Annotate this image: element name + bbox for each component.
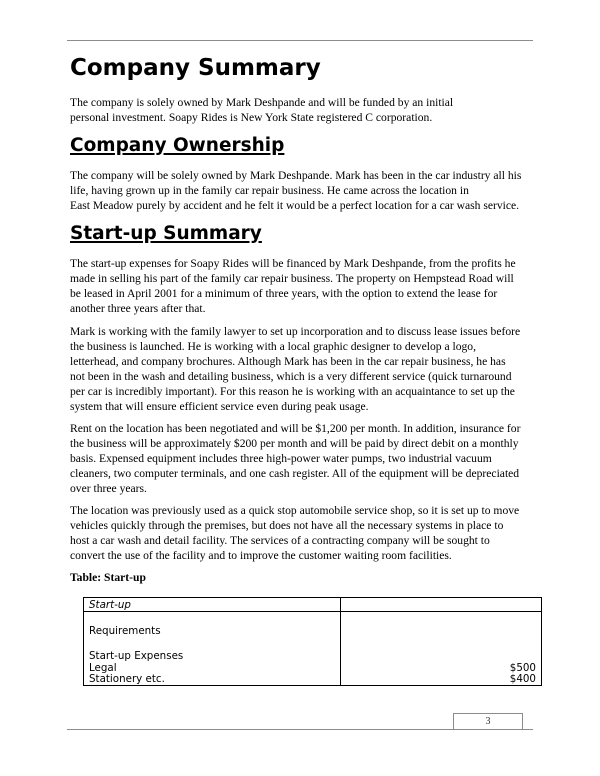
table-label-requirements: Requirements [89, 625, 161, 637]
text-line: The start-up expenses for Soapy Rides will be financed by Mark Deshpande, from the profits he [70, 257, 516, 270]
heading-startup-summary: Start-up Summary [70, 223, 262, 244]
text-line: The location was previously used as a quick stop automobile service shop, so it is set up to move [70, 504, 520, 517]
text-line: letterhead, and company brochures. Although Mark has been in the car repair business, he has [70, 355, 506, 368]
text-line: host a car wash and detail facility. The services of a contracting company will be sought to [70, 534, 490, 547]
text-line: basis. Expensed equipment includes three high-power water pumps, two industrial vacuum [70, 452, 492, 465]
table-header-startup: Start-up [89, 599, 131, 611]
text-line: The company is solely owned by Mark Deshpande and will be funded by an initial [70, 96, 454, 109]
text-line: convert the use of the facility and to improve the customer waiting room facilities. [70, 549, 452, 562]
page-number: 3 [453, 713, 523, 729]
heading-company-ownership: Company Ownership [70, 135, 285, 156]
text-line: The company will be solely owned by Mark Deshpande. Mark has been in the car industry all his [70, 169, 522, 182]
text-line: system that will ensure efficient service even during peak usage. [70, 400, 369, 413]
text-line: not been in the wash and detailing business, which is a very different service (quick turnaround [70, 370, 512, 383]
text-line: be leased in April 2001 for a minimum of three years, with the option to extend the lease for [70, 287, 498, 300]
table-title: Table: Start-up [70, 571, 146, 584]
text-line: East Meadow purely by accident and he felt it would be a perfect location for a car wash service. [70, 199, 520, 212]
text-line: over three years. [70, 482, 147, 495]
text-line: another three years after that. [70, 302, 206, 315]
paragraph-startup-costs [70, 421, 540, 496]
table-row-amount: $400 [509, 673, 536, 685]
table-row-amount: $500 [509, 662, 536, 674]
header-rule [67, 40, 533, 41]
paragraph-startup-location [70, 503, 540, 563]
paragraph-company-summary [70, 95, 540, 125]
paragraph-startup-financing [70, 256, 540, 316]
text-line: cleaners, two computer terminals, and one cash register. All of the equipment will be depreciated [70, 467, 520, 480]
footer-rule [67, 729, 533, 730]
text-line: life, having grown up in the family car repair business. He came across the location in [70, 184, 469, 197]
table-label-startup-expenses: Start-up Expenses [89, 650, 184, 662]
startup-table [83, 597, 542, 686]
text-line: per car is incredibly important). For this reason he is working with an acquaintance to set up the [70, 385, 515, 398]
text-line: vehicles quickly through the premises, but does not have all the necessary systems in place to [70, 519, 504, 532]
heading-company-summary: Company Summary [70, 55, 321, 81]
paragraph-startup-setup [70, 324, 540, 414]
text-line: the business will be approximately $200 per month and will be paid by direct debit on a monthly [70, 437, 519, 450]
text-line: the business is launched. He is working with a local graphic designer to develop a logo, [70, 340, 477, 353]
text-line: made in selling his part of the family car repair business. The property on Hempstead Road will [70, 272, 514, 285]
text-line: Rent on the location has been negotiated and will be $1,200 per month. In addition, insurance for [70, 422, 521, 435]
text-line: personal investment. Soapy Rides is New York State registered C corporation. [70, 111, 433, 124]
paragraph-company-ownership [70, 168, 540, 213]
table-row-label: Legal [89, 662, 117, 674]
table-row-label: Stationery etc. [89, 673, 165, 685]
text-line: Mark is working with the family lawyer to set up incorporation and to discuss lease issues before [70, 325, 521, 338]
table-header-divider [84, 611, 541, 612]
